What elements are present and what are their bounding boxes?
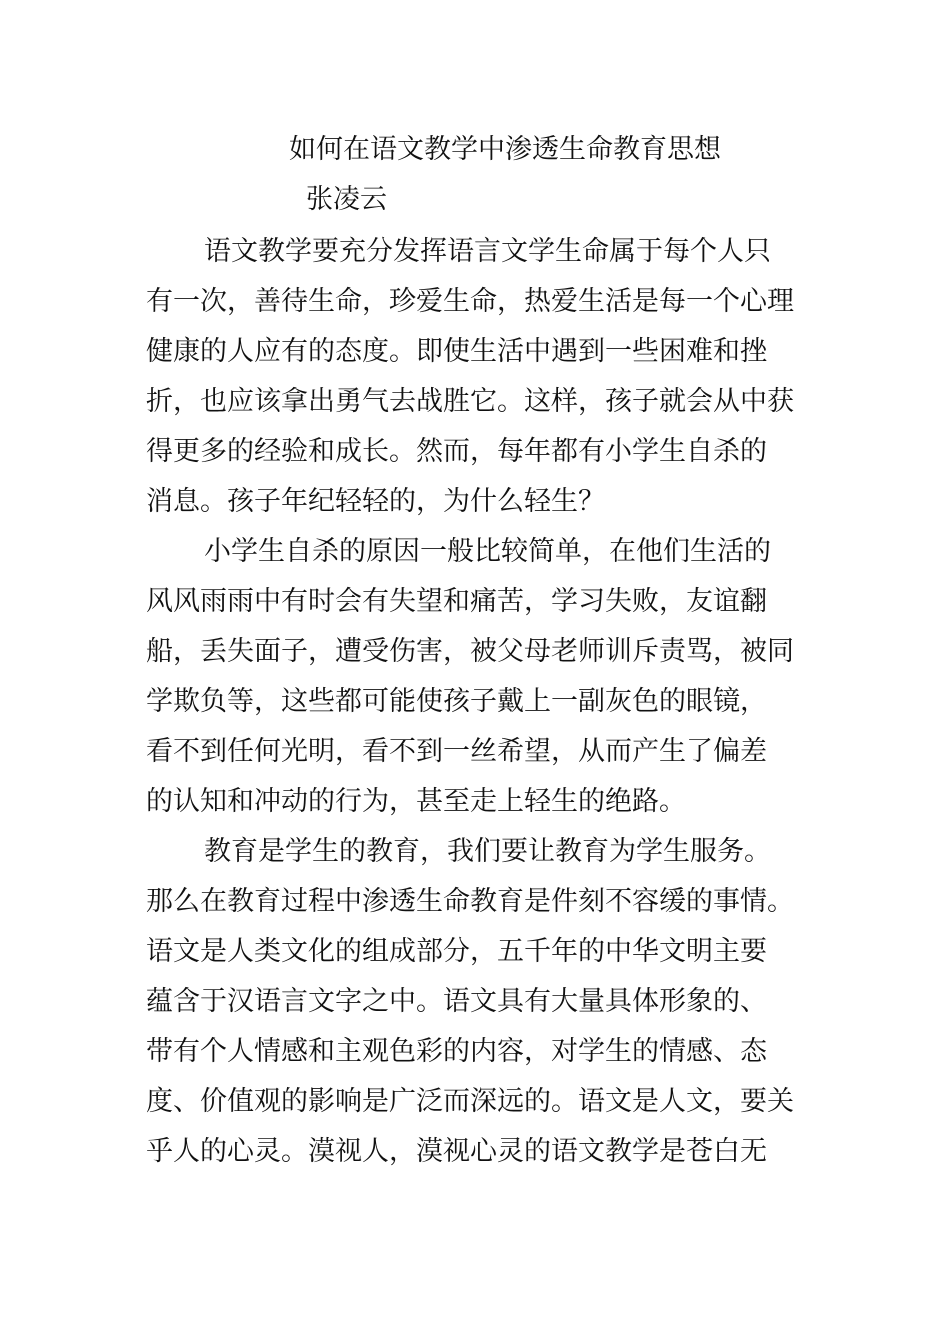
body-line: 教育是学生的教育，我们要让教育为学生服务。 bbox=[204, 836, 771, 867]
body-line: 得更多的经验和成长。然而，每年都有小学生自杀的 bbox=[146, 436, 767, 467]
body-line: 学欺负等，这些都可能使孩子戴上一副灰色的眼镜， bbox=[146, 686, 767, 717]
body-line: 风风雨雨中有时会有失望和痛苦，学习失败，友谊翻 bbox=[146, 586, 767, 617]
body-line: 语文教学要充分发挥语言文学生命属于每个人只 bbox=[204, 236, 771, 267]
body-line: 健康的人应有的态度。即使生活中遇到一些困难和挫 bbox=[146, 336, 767, 367]
document-title: 如何在语文教学中渗透生命教育思想 bbox=[289, 134, 721, 165]
body-line: 蕴含于汉语言文字之中。语文具有大量具体形象的、 bbox=[146, 986, 767, 1017]
body-line: 看不到任何光明，看不到一丝希望，从而产生了偏差 bbox=[146, 736, 767, 767]
body-line: 语文是人类文化的组成部分，五千年的中华文明主要 bbox=[146, 936, 767, 967]
body-line: 度、价值观的影响是广泛而深远的。语文是人文，要关 bbox=[146, 1086, 794, 1117]
body-line: 带有个人情感和主观色彩的内容，对学生的情感、态 bbox=[146, 1036, 767, 1067]
body-line: 的认知和冲动的行为，甚至走上轻生的绝路。 bbox=[146, 786, 686, 817]
body-line: 折，也应该拿出勇气去战胜它。这样，孩子就会从中获 bbox=[146, 386, 794, 417]
document-author: 张凌云 bbox=[306, 184, 387, 215]
body-line: 那么在教育过程中渗透生命教育是件刻不容缓的事情。 bbox=[146, 886, 794, 917]
body-line: 有一次，善待生命，珍爱生命，热爱生活是每一个心理 bbox=[146, 286, 794, 317]
body-line: 乎人的心灵。漠视人，漠视心灵的语文教学是苍白无 bbox=[146, 1136, 767, 1167]
body-line: 消息。孩子年纪轻轻的，为什么轻生？ bbox=[146, 486, 605, 517]
body-line: 船，丢失面子，遭受伤害，被父母老师训斥责骂，被同 bbox=[146, 636, 794, 667]
body-line: 小学生自杀的原因一般比较简单，在他们生活的 bbox=[204, 536, 771, 567]
